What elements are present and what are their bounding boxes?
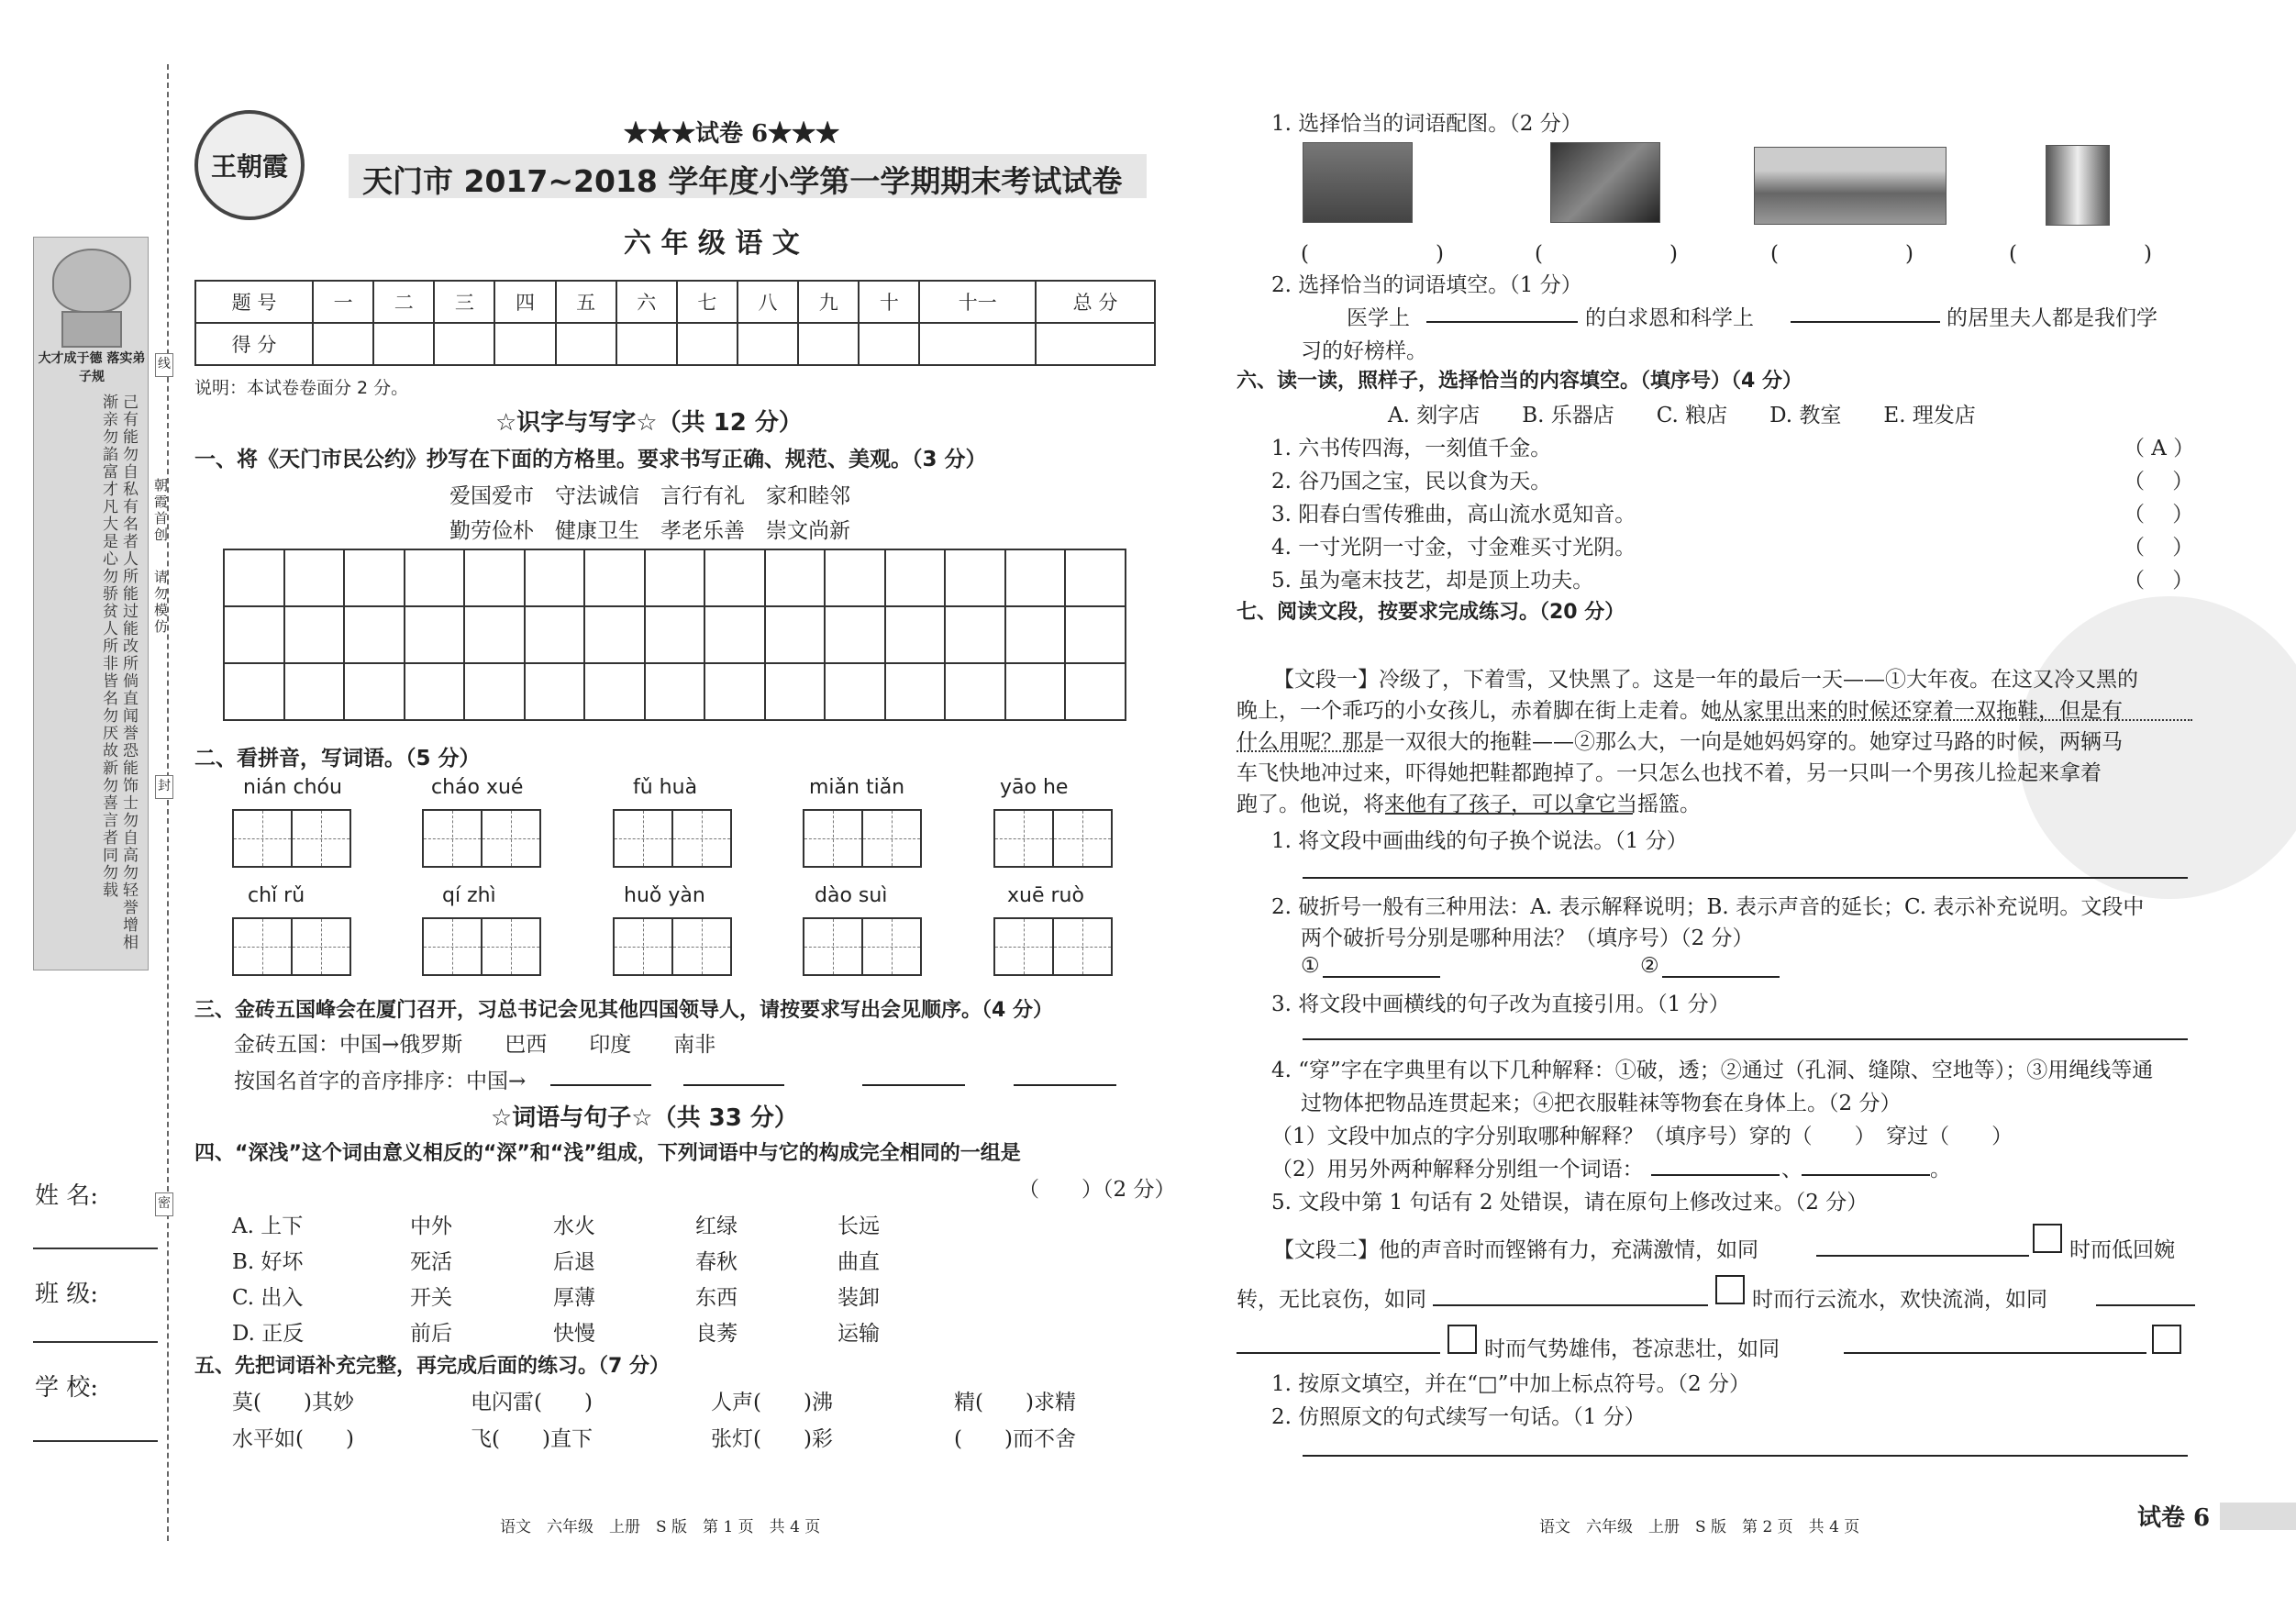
passage-2-line-3: 时而气势雄伟，苍凉悲壮，如同 — [1484, 1337, 1780, 1361]
separator-text: 。 — [1930, 1158, 1951, 1181]
side-notice-1: 朝霞首创 — [154, 477, 169, 543]
score-input[interactable] — [677, 323, 738, 365]
passage-2-line-2b: 时而行云流水，欢快流淌，如同 — [1752, 1288, 2047, 1312]
option-d: D. 正反 — [232, 1322, 305, 1346]
logo-text: 王朝霞 — [210, 151, 288, 182]
answer-blank[interactable] — [1237, 1352, 1440, 1354]
r2-text: 医学上 — [1347, 306, 1410, 330]
p1-question: （2）用另外两种解释分别组一个词语： — [1271, 1158, 1644, 1181]
punctuation-box[interactable] — [1715, 1275, 1745, 1304]
class-label: 班 级: — [35, 1281, 99, 1308]
score-header-cell: 四 — [494, 281, 555, 323]
score-input[interactable] — [494, 323, 555, 365]
question-1: 一、将《天门市民公约》抄写在下面的方格里。要求书写正确、规范、美观。（3 分） — [194, 448, 987, 471]
sidemark-mi: 密 — [155, 1192, 173, 1216]
answer-blank[interactable] — [1651, 1174, 1780, 1176]
answer-blank[interactable] — [1791, 321, 1940, 323]
passage-2-line-1a: 【文段二】他的声音时而铿锵有力，充满激情，如同 — [1273, 1238, 1758, 1262]
q6-options: A. 刻字店 B. 乐器店 C. 粮店 D. 教室 E. 理发店 — [1388, 404, 1976, 427]
q1-line-1: 爱国爱市 守法诚信 言行有礼 家和睦邻 — [449, 484, 850, 508]
section-heading-2: ☆词语与句子☆（共 33 分） — [491, 1104, 798, 1132]
p1-question: 3. 将文段中画横线的句子改为直接引用。（1 分） — [1271, 993, 1730, 1016]
r-question-1: 1. 选择恰当的词语配图。（2 分） — [1271, 112, 1582, 136]
q6-answer[interactable]: （ ） — [2124, 470, 2194, 494]
answer-blank[interactable] — [2096, 1304, 2195, 1306]
score-input[interactable] — [556, 323, 616, 365]
option-c: C. 出入 — [232, 1286, 304, 1310]
cartoon-figure-icon — [52, 249, 131, 313]
idiom-blank[interactable]: ( )而不舍 — [954, 1427, 1076, 1451]
tianzi-box[interactable] — [613, 917, 732, 976]
pinyin-3: fǔ huà — [633, 776, 698, 799]
score-input[interactable] — [798, 323, 859, 365]
answer-blank[interactable] — [1802, 1174, 1930, 1176]
p1-question: （1）文段中加点的字分别取哪种解释？（填序号）穿的（ ） 穿过（ ） — [1271, 1125, 2013, 1148]
option-word: 曲直 — [837, 1250, 880, 1274]
note: 说明：本试卷卷面分 2 分。 — [194, 378, 409, 398]
score-header-cell: 六 — [616, 281, 677, 323]
school-label: 学 校: — [35, 1374, 99, 1402]
score-input[interactable] — [434, 323, 494, 365]
passage-2-line-2a: 转，无比哀伤，如同 — [1237, 1288, 1426, 1312]
idiom-blank[interactable]: 水平如( ) — [232, 1427, 354, 1451]
q6-answer[interactable]: （ ） — [2124, 503, 2194, 527]
footer-right: 语文 六年级 上册 S 版 第 2 页 共 4 页 — [1539, 1518, 1860, 1536]
score-header-cell: 十 — [859, 281, 919, 323]
q1-line-2: 勤劳俭朴 健康卫生 孝老乐善 崇文尚新 — [449, 519, 850, 543]
score-input[interactable] — [313, 323, 373, 365]
pic-answer-3[interactable]: ( ) — [1770, 242, 1913, 266]
idiom-blank[interactable]: 张灯( )彩 — [711, 1427, 833, 1451]
option-a: A. 上下 — [232, 1214, 304, 1238]
punctuation-box[interactable] — [1447, 1325, 1477, 1354]
motto-text: 大才成于德 落实弟子规 — [38, 351, 146, 384]
passage-1-line-5: 跑了。他说，将来他有了孩子，可以拿它当摇篮。 — [1237, 793, 1701, 816]
name-label: 姓 名: — [35, 1182, 99, 1210]
mountains-image — [1754, 147, 1947, 225]
p1-question: 两个破折号分别是哪种用法？（填序号）（2 分） — [1301, 926, 1754, 950]
answer-line[interactable] — [1303, 877, 2188, 879]
score-header-cell: 九 — [798, 281, 859, 323]
pinyin-5: yāo he — [1000, 776, 1069, 799]
wavy-underline — [1237, 750, 1374, 752]
answer-blank[interactable] — [683, 1084, 784, 1086]
paper-tag: 试卷 6 — [2137, 1504, 2211, 1532]
answer-blank[interactable] — [1816, 1255, 2029, 1257]
question-6: 六、读一读，照样子，选择恰当的内容填空。（填序号）（4 分） — [1237, 370, 1802, 393]
answer-blank[interactable] — [1844, 1352, 2146, 1354]
q6-item: 1. 六书传四海，一刻值千金。 — [1271, 437, 1552, 460]
p1-question: 1. 将文段中画曲线的句子换个说法。（1 分） — [1271, 829, 1688, 853]
tianzi-box[interactable] — [993, 917, 1113, 976]
passage-1-line-4: 车飞快地冲过来，吓得她把鞋都跑掉了。一只怎么也找不着，另一只叫一个男孩儿捡起来拿着 — [1237, 761, 2102, 785]
pic-answer-4[interactable]: ( ) — [2009, 242, 2152, 266]
r-question-2: 2. 选择恰当的词语填空。（1 分） — [1271, 273, 1582, 297]
pic-answer-2[interactable]: ( ) — [1535, 242, 1678, 266]
pinyin-9: dào suì — [815, 884, 888, 907]
writing-grid[interactable] — [223, 549, 1126, 721]
answer-line[interactable] — [1303, 1455, 2188, 1457]
q4-answer-mark[interactable]: （ ）（2 分） — [1018, 1178, 1176, 1202]
option-word: 快慢 — [553, 1322, 595, 1346]
idiom-blank[interactable]: 精( )求精 — [954, 1391, 1076, 1414]
pinyin-8: huǒ yàn — [624, 884, 705, 907]
footer-left: 语文 六年级 上册 S 版 第 1 页 共 4 页 — [500, 1518, 821, 1536]
passage-1-line-3: 什么用呢？那是一双很大的拖鞋——②那么大，一向是她妈妈穿的。她穿过马路的时候，两辆马 — [1237, 730, 2123, 754]
p1-question: 4. “穿”字在字典里有以下几种解释：①破，透；②通过（孔洞、缝隙、空地等）；③用绳线等通 — [1271, 1059, 2154, 1082]
logo-seal-icon — [194, 110, 305, 220]
cartoon-body-icon — [61, 311, 122, 348]
option-word: 春秋 — [695, 1250, 738, 1274]
lightning-image — [1550, 142, 1660, 223]
pic-answer-1[interactable]: ( ) — [1301, 242, 1444, 266]
score-header-cell: 七 — [677, 281, 738, 323]
pinyin-1: nián chóu — [243, 776, 342, 799]
option-word: 运输 — [837, 1322, 880, 1346]
side-notice-2: 请勿模仿 — [154, 569, 169, 635]
motto-strip — [33, 237, 149, 970]
p1-question: 过物体把物品连贯起来；④把衣服鞋袜等物套在身体上。（2 分） — [1301, 1092, 1902, 1115]
q6-answer[interactable]: （ ） — [2124, 569, 2194, 593]
score-header-cell: 二 — [373, 281, 434, 323]
option-word: 红绿 — [695, 1214, 738, 1238]
score-header-cell: 八 — [738, 281, 798, 323]
score-header-cell: 三 — [434, 281, 494, 323]
score-header-cell: 题 号 — [195, 281, 313, 323]
separator-text: 、 — [1781, 1158, 1802, 1181]
pinyin-4: miǎn tiǎn — [809, 776, 905, 799]
tianzi-box[interactable] — [232, 809, 351, 868]
option-word: 开关 — [410, 1286, 452, 1310]
option-word: 厚薄 — [553, 1286, 595, 1310]
score-input[interactable] — [859, 323, 919, 365]
pinyin-7: qí zhì — [442, 884, 496, 907]
pinyin-2: cháo xué — [431, 776, 524, 799]
q3-line-2: 按国名首字的音序排序：中国→ — [234, 1070, 527, 1093]
q6-item: 3. 阳春白雪传雅曲，高山流水觅知音。 — [1271, 503, 1636, 527]
straight-underline — [1385, 813, 1633, 815]
idiom-blank[interactable]: 电闪雷( ) — [471, 1391, 593, 1414]
subject-title: 六 年 级 语 文 — [624, 227, 800, 260]
passage-1-line-2: 晚上，一个乖巧的小女孩儿，赤着脚在街上走着。她从家里出来的时候还穿着一双拖鞋，但是有 — [1237, 699, 2123, 723]
tianzi-box[interactable] — [422, 809, 541, 868]
dash-label-1: ① — [1301, 954, 1320, 978]
punctuation-box[interactable] — [2152, 1325, 2181, 1354]
score-row-label: 得 分 — [195, 323, 313, 365]
q6-item: 2. 谷乃国之宝，民以食为天。 — [1271, 470, 1552, 494]
score-header-cell: 一 — [313, 281, 373, 323]
waterfall-image — [2046, 145, 2110, 226]
answer-blank[interactable] — [1323, 976, 1440, 978]
q6-answer[interactable]: （ ） — [2124, 536, 2194, 560]
passage-2-line-1b: 时而低回婉 — [2069, 1238, 2175, 1262]
option-word: 死活 — [410, 1250, 452, 1274]
pinyin-10: xuē ruò — [1007, 884, 1084, 907]
r2-text: 的白求恩和科学上 — [1585, 306, 1754, 330]
score-input[interactable] — [738, 323, 798, 365]
tianzi-box[interactable] — [803, 917, 922, 976]
tianzi-box[interactable] — [232, 917, 351, 976]
street-image — [1303, 142, 1413, 223]
p1-question: 2. 破折号一般有三种用法：A. 表示解释说明；B. 表示声音的延长；C. 表示补充说明。文段中 — [1271, 895, 2145, 919]
section-heading-1: ☆识字与写字☆（共 12 分） — [495, 409, 803, 437]
answer-blank[interactable] — [1014, 1084, 1116, 1086]
option-word: 中外 — [410, 1214, 452, 1238]
option-word: 良莠 — [695, 1322, 738, 1346]
score-header-cell: 五 — [556, 281, 616, 323]
tianzi-box[interactable] — [613, 809, 732, 868]
question-3: 三、金砖五国峰会在厦门召开，习总书记会见其他四国领导人，请按要求写出会见顺序。（4 分） — [194, 999, 1053, 1022]
p2-question: 1. 按原文填空，并在“□”中加上标点符号。（2 分） — [1271, 1372, 1750, 1396]
paper-badge: ★★★试卷 6★★★ — [624, 120, 840, 148]
punctuation-box[interactable] — [2033, 1224, 2062, 1253]
score-input[interactable] — [616, 323, 677, 365]
score-table — [194, 280, 1156, 366]
answer-line[interactable] — [1303, 1038, 2188, 1040]
q6-item: 5. 虽为毫末技艺，却是顶上功夫。 — [1271, 569, 1594, 593]
option-word: 长远 — [837, 1214, 880, 1238]
idiom-blank[interactable]: 飞( )直下 — [471, 1427, 593, 1451]
idiom-blank[interactable]: 人声( )沸 — [711, 1391, 833, 1414]
sidemark-feng: 封 — [155, 775, 173, 799]
question-5: 五、先把词语补充完整，再完成后面的练习。（7 分） — [194, 1355, 670, 1378]
answer-blank[interactable] — [862, 1084, 965, 1086]
question-4: 四、“深浅”这个词由意义相反的“深”和“浅”组成，下列词语中与它的构成完全相同的一组是 — [194, 1142, 1021, 1165]
answer-blank[interactable] — [1426, 321, 1578, 323]
passage-1-line-1: 【文段一】冷级了，下着雪，又快黑了。这是一年的最后一天——①大年夜。在这又冷又黑的 — [1273, 668, 2138, 692]
exam-title: 天门市 2017~2018 学年度小学第一学期期末考试试卷 — [362, 163, 1123, 199]
idiom-blank[interactable]: 莫( )其妙 — [232, 1391, 354, 1414]
binding-line — [167, 64, 169, 1541]
question-7: 七、阅读文段，按要求完成练习。（20 分） — [1237, 601, 1625, 624]
pinyin-6: chǐ rǔ — [248, 884, 305, 907]
option-word: 水火 — [553, 1214, 595, 1238]
wavy-underline — [1715, 719, 2192, 721]
score-input[interactable] — [1036, 323, 1155, 365]
option-b: B. 好坏 — [232, 1250, 304, 1274]
r2-text: 的居里夫人都是我们学 — [1947, 306, 2157, 330]
answer-blank[interactable] — [1662, 976, 1780, 978]
question-2: 二、看拼音，写词语。（5 分） — [194, 747, 481, 771]
option-word: 后退 — [553, 1250, 595, 1274]
dash-label-2: ② — [1640, 954, 1659, 978]
option-word: 东西 — [695, 1286, 738, 1310]
q6-answer[interactable]: （ A ） — [2124, 437, 2195, 460]
answer-blank[interactable] — [550, 1084, 651, 1086]
q3-line-1: 金砖五国：中国→俄罗斯 巴西 印度 南非 — [234, 1033, 716, 1057]
score-header-cell: 总 分 — [1036, 281, 1155, 323]
p2-question: 2. 仿照原文的句式续写一句话。（1 分） — [1271, 1405, 1646, 1429]
tianzi-box[interactable] — [803, 809, 922, 868]
answer-blank[interactable] — [1433, 1304, 1708, 1306]
tianzi-box[interactable] — [422, 917, 541, 976]
score-header-cell: 十一 — [919, 281, 1036, 323]
option-word: 前后 — [410, 1322, 452, 1346]
q6-item: 4. 一寸光阴一寸金，寸金难买寸光阴。 — [1271, 536, 1636, 560]
sidemark-xian: 线 — [155, 353, 173, 377]
r2-text: 习的好榜样。 — [1301, 339, 1427, 363]
motto-poem: 己有能勿自私有名者人所能过能改所倘直闻誉恐能饰士勿自高勿轻誉增相渐亲勿諂富才凡大是心勿骄贫人所非皆名勿厌故新勿喜言者同勿载 — [99, 394, 138, 951]
option-word: 装卸 — [837, 1286, 880, 1310]
score-input[interactable] — [919, 323, 1036, 365]
score-input[interactable] — [373, 323, 434, 365]
p1-question: 5. 文段中第 1 句话有 2 处错误，请在原句上修改过来。（2 分） — [1271, 1191, 1869, 1214]
tianzi-box[interactable] — [993, 809, 1113, 868]
